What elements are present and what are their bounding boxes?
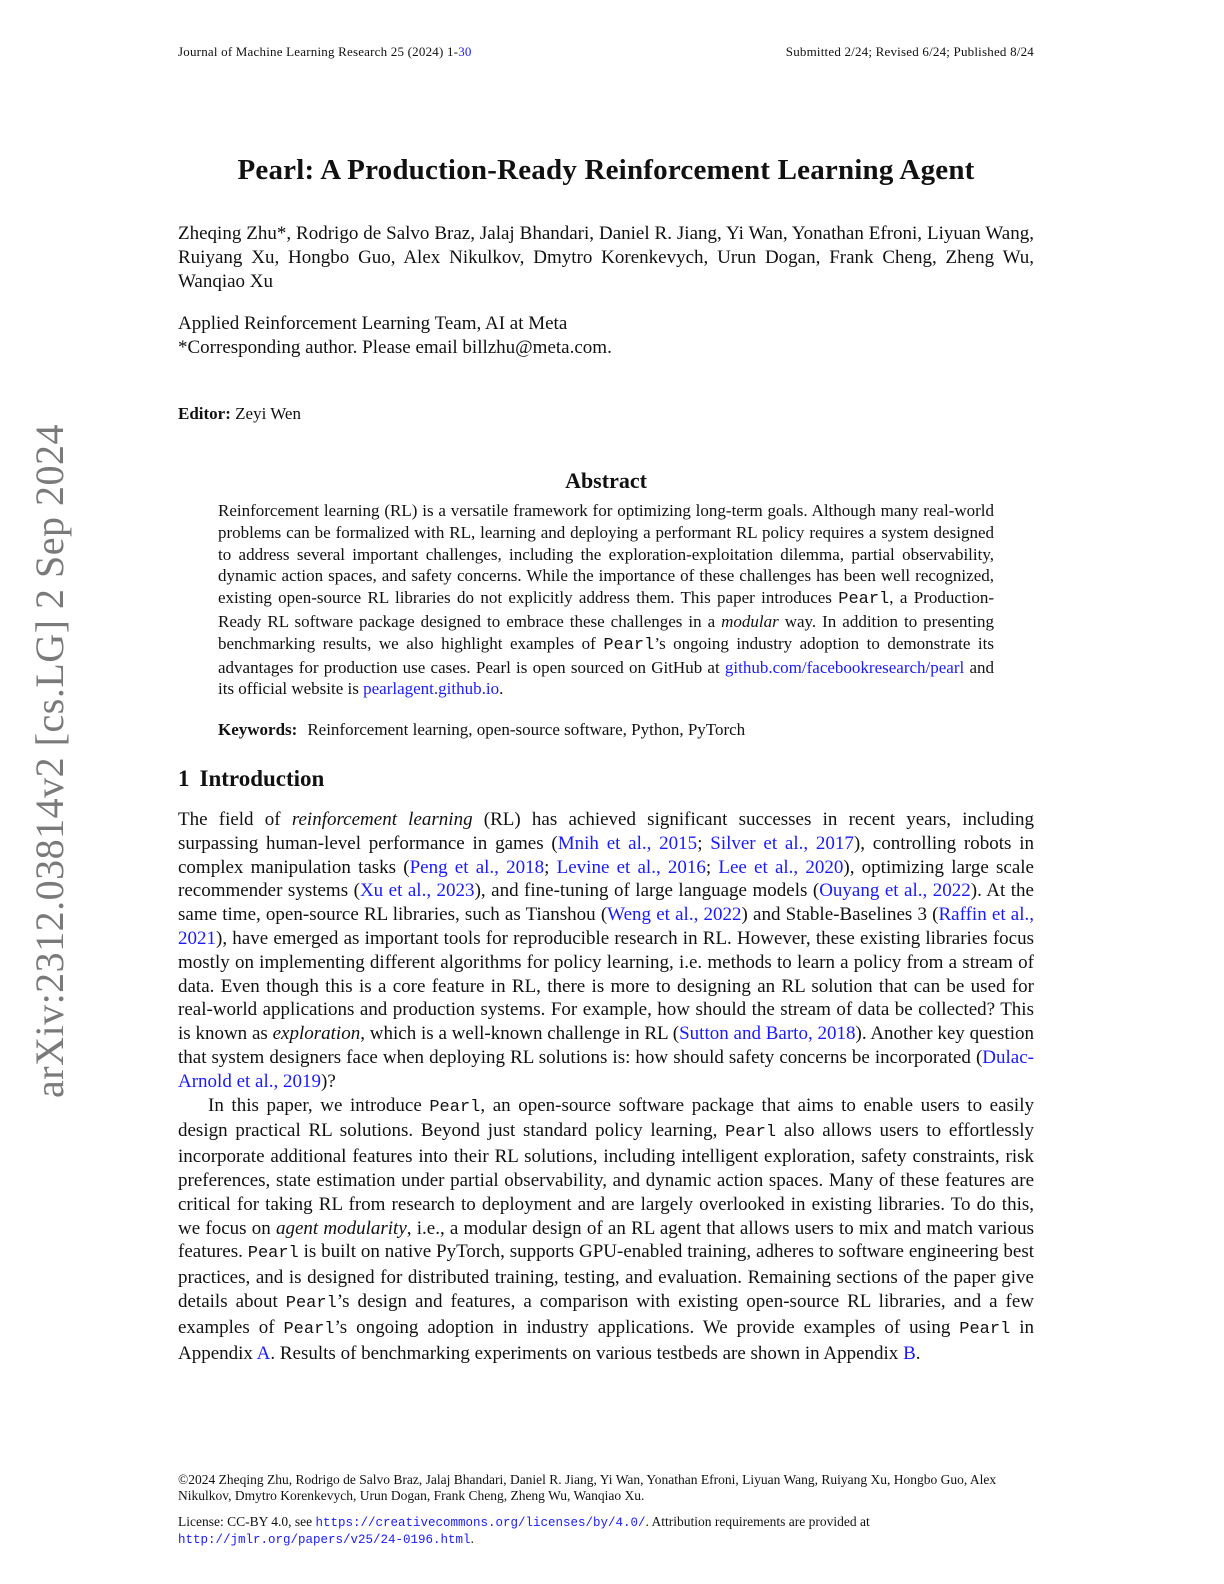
emphasis: exploration (272, 1023, 361, 1045)
citation-link[interactable]: Silver et al., 2017 (710, 832, 854, 854)
paragraph (178, 808, 1034, 1094)
introduction-body (178, 808, 1034, 1365)
body-text: ), controlling robots in complex manipulation tasks ( (178, 832, 1034, 878)
body-text: , which is a well-known challenge in RL ( (360, 1023, 680, 1045)
citation-link[interactable]: Mnih et al., 2015 (557, 832, 698, 854)
license-text: . Attribution requirements are provided at (645, 1514, 870, 1529)
author-list: Zheqing Zhu*, Rodrigo de Salvo Braz, Jalaj Bhandari, Daniel R. Jiang, Yi Wan, Yonathan Efroni, Liyuan Wang, Ruiyang Xu, Hongbo Guo, Alex Nikulkov, Dmytro Korenkevych, Urun Dogan, Frank Cheng, Zheng Wu, Wanqiao Xu (178, 223, 1034, 292)
corresponding-author-note: *Corresponding author. Please email billzhu@meta.com. (178, 337, 612, 358)
pearl-code-name: Pearl (283, 1319, 335, 1339)
license-text: License: CC-BY 4.0, see (178, 1514, 316, 1529)
section-number: 1 (178, 766, 190, 791)
emphasis: agent modularity (275, 1217, 407, 1239)
running-header-journal (178, 44, 472, 60)
keywords-text: Reinforcement learning, open-source software, Python, PyTorch (307, 720, 746, 739)
body-text: , an open-source software package that aims to enable users to easily design practical RL solutions. Beyond just standard policy learning, (178, 1094, 1034, 1142)
abstract-text: . (499, 679, 504, 699)
keywords-label: Keywords: (218, 720, 298, 739)
citation-link[interactable]: Sutton and Barto, 2018 (679, 1023, 856, 1045)
body-text: , i.e., a modular design of an RL agent that allows users to mix and match various features. (178, 1217, 1034, 1263)
running-header-dates: Submitted 2/24; Revised 6/24; Published 8/24 (785, 44, 1034, 59)
body-text: (RL) has achieved significant successes in recent years, including surpassing human-level performance in games ( (178, 809, 1035, 854)
pearl-code-name: Pearl (725, 1123, 777, 1143)
paper-title: Pearl: A Production-Ready Reinforcement Learning Agent (237, 154, 975, 186)
editor-name: Zeyi Wen (235, 404, 301, 423)
body-text: ; (705, 856, 719, 878)
affiliation-team: Applied Reinforcement Learning Team, AI at Meta (178, 313, 568, 334)
body-text: is built on native PyTorch, supports GPU-enabled training, adheres to software engineering best practices, and is designed for distributed training, testing, and evaluation. Remaining sections of the paper give details about (178, 1241, 1034, 1312)
keywords-line (218, 720, 745, 740)
abstract-text: , a Production-Ready RL software package designed to embrace these challenges in a (218, 588, 994, 631)
citation-link[interactable]: Dulac-Arnold et al., 2019 (178, 1046, 1034, 1092)
pearl-code-name: Pearl (285, 1293, 337, 1313)
github-link[interactable]: github.com/facebookresearch/pearl (724, 657, 965, 677)
abstract-emphasis: modular (721, 611, 779, 631)
body-text: . Results of benchmarking experiments on various testbeds are shown in Appendix (270, 1342, 904, 1364)
license-text: . (470, 1531, 474, 1546)
body-text: ), optimizing large scale recommender systems ( (178, 856, 1034, 902)
abstract-text: and its official website is (218, 657, 995, 699)
body-text: ), have emerged as important tools for reproducible research in RL. However, these existing libraries focus mostly on implementing different algorithms for policy learning, i.e. methods to learn a policy from a stream of data. Even though this is a core feature in RL, there is more to designing an RL solution that can be used for real-world applications and production systems. For example, how should the stream of data be collected? This is known as (178, 927, 1034, 1045)
emphasis: reinforcement learning (291, 809, 473, 830)
editor-label: Editor: (178, 404, 231, 423)
citation-link[interactable]: Levine et al., 2016 (556, 856, 706, 878)
arxiv-side-stamp: arXiv:2312.03814v2 [cs.LG] 2 Sep 2024 (27, 424, 72, 1098)
appendix-link[interactable]: A (256, 1342, 271, 1364)
website-link[interactable]: pearlagent.github.io (363, 679, 500, 699)
body-text: . (915, 1342, 921, 1364)
abstract-text: Reinforcement learning (RL) is a versatile framework for optimizing long-term goals. Although many real-world problems can be formalized with RL, learning and deploying a performant RL policy requires a system designed to address several important challenges, including the exploration-exploitation dilemma, partial observability, dynamic action spaces, and safety concerns. While the importance of these challenges has been well recognized, existing open-source RL libraries do not explicitly address them. This paper introduces (218, 501, 994, 608)
citation-link[interactable]: Lee et al., 2020 (718, 856, 844, 878)
citation-link[interactable]: Peng et al., 2018 (409, 856, 545, 878)
section-title: Introduction (199, 766, 325, 791)
pearl-code-name: Pearl (959, 1319, 1011, 1339)
body-text: ’s design and features, a comparison with existing open-source RL libraries, and a few examples of (178, 1290, 1034, 1338)
abstract-text: way. In addition to presenting benchmarking results, we also highlight examples of (218, 611, 994, 653)
body-text: The field of (178, 809, 292, 830)
body-text: )? (321, 1070, 336, 1092)
last-page-link[interactable]: 30 (458, 44, 472, 59)
affiliation-block (178, 312, 612, 360)
body-text: ), and fine-tuning of large language models ( (474, 880, 820, 902)
license-url-link[interactable]: https://creativecommons.org/licenses/by/4.0/ (315, 1516, 646, 1530)
body-text: ) and Stable-Baselines 3 ( (741, 904, 939, 926)
appendix-link[interactable]: B (903, 1342, 916, 1364)
body-text: ). At the same time, open-source RL libraries, such as Tianshou ( (178, 880, 1034, 926)
license-notice (178, 1514, 1034, 1548)
editor-line (178, 404, 301, 424)
copyright-notice: ©2024 Zheqing Zhu, Rodrigo de Salvo Braz, Jalaj Bhandari, Daniel R. Jiang, Yi Wan, Yonathan Efroni, Liyuan Wang, Ruiyang Xu, Hongbo Guo, Alex Nikulkov, Dmytro Korenkevych, Urun Dogan, Frank Cheng, Zheng Wu, Wanqiao Xu. (178, 1472, 997, 1503)
pearl-code-name: Pearl (603, 635, 655, 655)
citation-link[interactable]: Raffin et al., 2021 (178, 904, 1034, 949)
abstract-text: ’s ongoing industry adoption to demonstrate its advantages for production use cases. Pearl is open sourced on GitHub at (218, 633, 994, 677)
paper-url-link[interactable]: http://jmlr.org/papers/v25/24-0196.html (178, 1533, 471, 1547)
section-heading-introduction (178, 766, 324, 792)
body-text: in Appendix (178, 1316, 1035, 1364)
body-text: ). Another key question that system designers face when deploying RL solutions is: how should safety concerns be incorporated ( (178, 1023, 1034, 1068)
journal-citation: Journal of Machine Learning Research 25 (2024) 1- (178, 44, 459, 59)
pearl-code-name: Pearl (429, 1097, 481, 1117)
citation-link[interactable]: Ouyang et al., 2022 (819, 880, 971, 902)
body-text: ’s ongoing adoption in industry applications. We provide examples of using (334, 1316, 960, 1338)
body-text: ; (544, 856, 557, 878)
citation-link[interactable]: Weng et al., 2022 (607, 904, 742, 926)
pearl-code-name: Pearl (247, 1244, 299, 1264)
abstract-body (218, 500, 994, 700)
abstract-heading: Abstract (565, 468, 647, 493)
body-text: In this paper, we introduce (208, 1094, 430, 1116)
pearl-code-name: Pearl (838, 590, 890, 610)
paragraph (178, 1094, 1034, 1366)
citation-link[interactable]: Xu et al., 2023 (359, 880, 475, 902)
body-text: also allows users to effortlessly incorporate additional features into their RL solutions, including intelligent exploration, safety constraints, risk preferences, state estimation under partial observability, and dynamic action spaces. Many of these features are critical for taking RL from research to deployment and are largely overlooked in existing libraries. To do this, we focus on (178, 1120, 1034, 1239)
body-text: ; (697, 832, 711, 854)
